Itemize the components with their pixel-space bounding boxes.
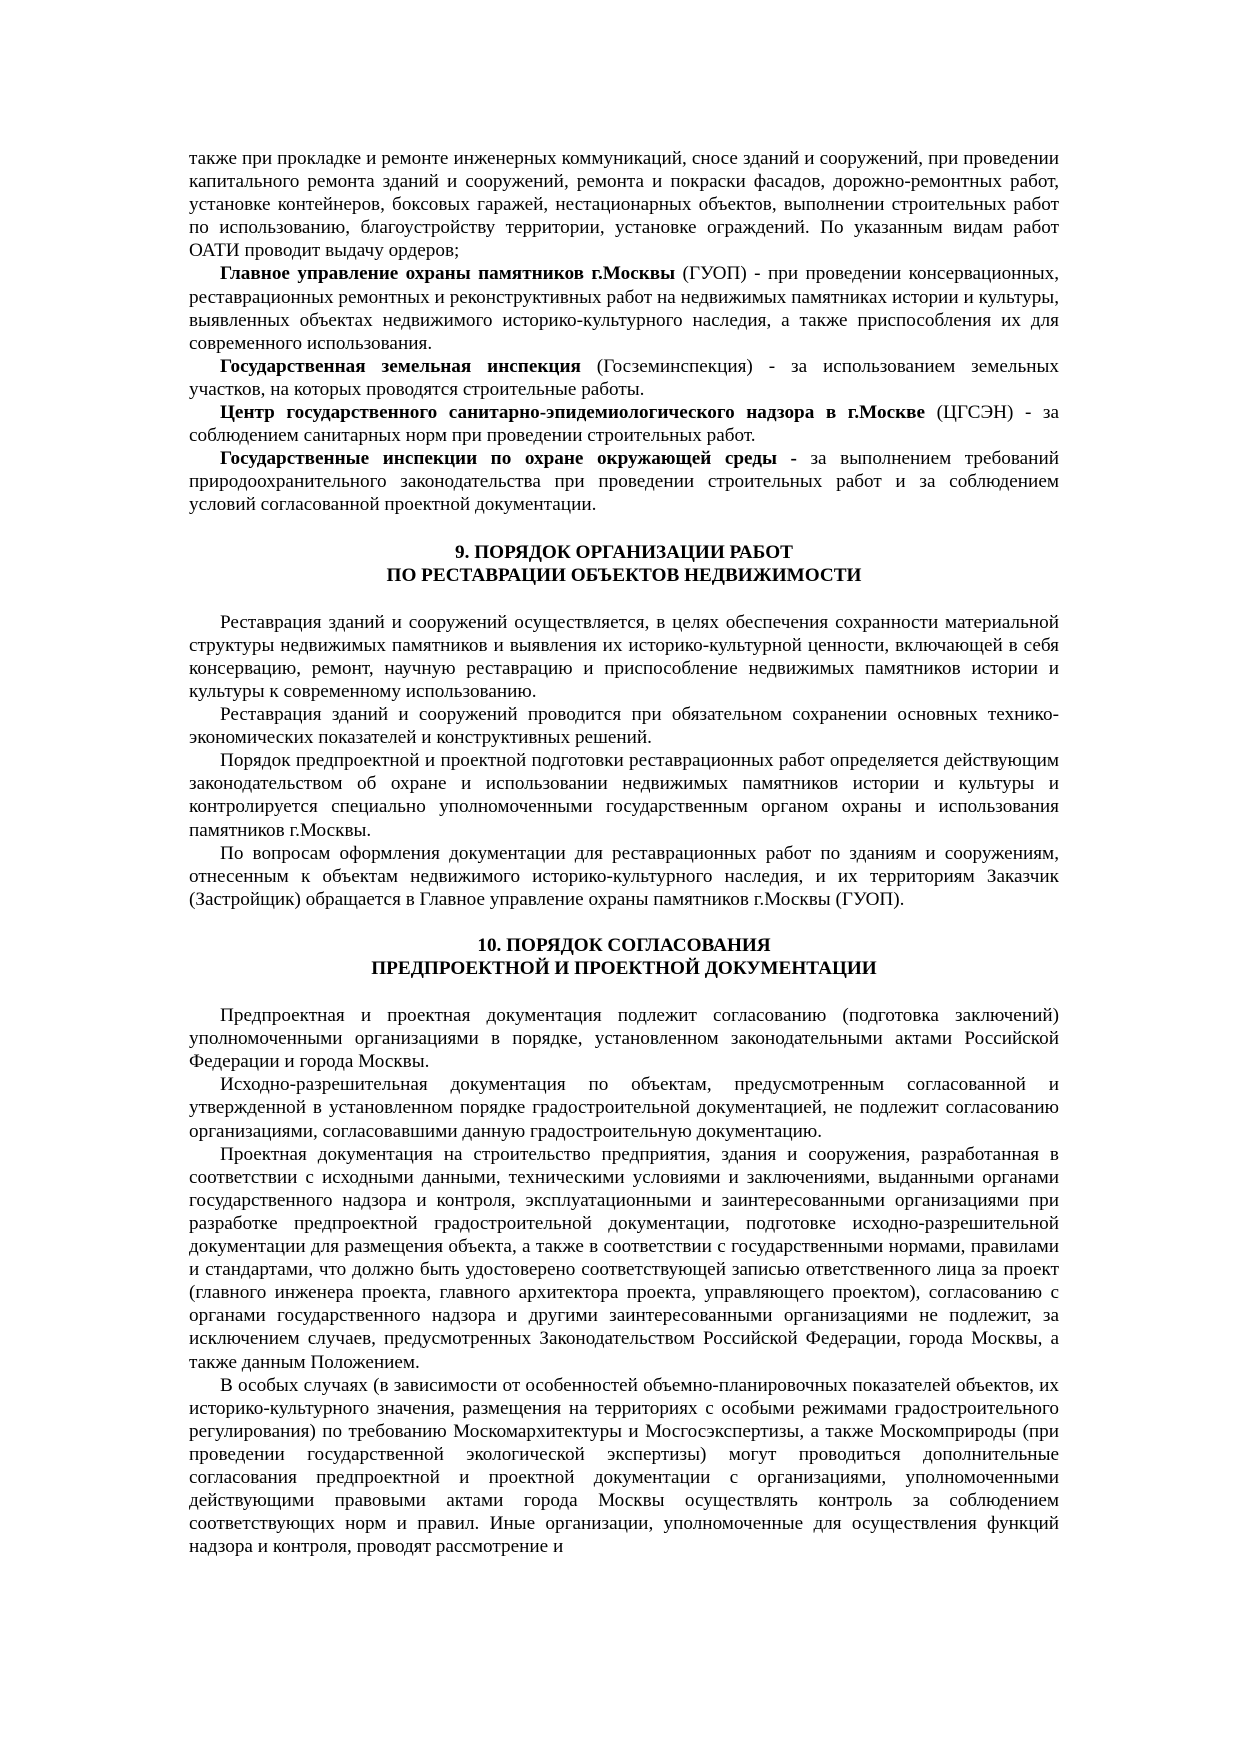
section-10-heading-line-1: 10. ПОРЯДОК СОГЛАСОВАНИЯ xyxy=(477,934,771,956)
paragraph-text: за выполнением требований природоохранительного законодательства при проведении строительных работ и за соблюдением условий согласованной проектной документации. xyxy=(189,448,1059,516)
paragraph-oati-continuation: также при прокладке и ремонте инженерных коммуникаций, сносе зданий и сооружений, при проведении капитального ремонта зданий и сооружений, ремонта и покраски фасадов, дорожно-ремонтных работ, установке контейнеров, боксовых гаражей, нестационарных объектов, выполнении строительных работ по использованию, благоустройству территории, установке ограждений. По указанным видам работ ОАТИ проводит выдачу ордеров; xyxy=(189,148,1059,262)
org-name-environment-inspections: Государственные инспекции по охране окружающей среды - xyxy=(220,448,797,470)
paragraph-text: (Госземинспекция) - за использованием земельных участков, на которых проводятся строительные работы. xyxy=(189,355,1059,400)
org-name-goszeminspektsiya: Государственная земельная инспекция xyxy=(220,355,581,377)
paragraph-tsgsen xyxy=(189,401,1059,447)
org-name-guop: Главное управление охраны памятников г.Москвы xyxy=(220,263,676,285)
section-10-paragraph: Исходно-разрешительная документация по объектам, предусмотренным согласованной и утвержденной в установленном порядке градостроительной документацией, не подлежит согласованию организациями, согласовавшими данную градостроительную документацию. xyxy=(189,1074,1059,1142)
section-9-heading-line-1: 9. ПОРЯДОК ОРГАНИЗАЦИИ РАБОТ xyxy=(455,541,793,563)
document-page xyxy=(189,147,1059,1558)
section-9-paragraph: Порядок предпроектной и проектной подготовки реставрационных работ определяется действующим законодательством об охране и использовании недвижимых памятников истории и культуры и контролируется специально уполномоченными государственным органом охраны и использования памятников г.Москвы. xyxy=(189,750,1059,841)
paragraph-guop xyxy=(189,262,1059,354)
section-10-heading-line-2: ПРЕДПРОЕКТНОЙ И ПРОЕКТНОЙ ДОКУМЕНТАЦИИ xyxy=(371,958,877,979)
paragraph-goszeminspektsiya xyxy=(189,355,1059,401)
section-9-paragraph: Реставрация зданий и сооружений осуществляется, в целях обеспечения сохранности материальной структуры недвижимых памятников и выявления их историко-культурной ценности, включающей в себя консервацию, ремонт, научную реставрацию и приспособление недвижимых памятников истории и культуры к современному использованию. xyxy=(189,611,1059,702)
section-10-paragraph: Проектная документация на строительство предприятия, здания и сооружения, разработанная в соответствии с исходными данными, техническими условиями и заключениями, выданными органами государственного надзора и контроля, эксплуатационными и заинтересованными организациями при разработке предпроектной градостроительной документации, подготовке исходно-разрешительной документации для размещения объекта, а также в соответствии с государственными нормами, правилами и стандартами, что должно быть удостоверено соответствующей записью ответственного лица за проект (главного инженера проекта, главного архитектора проекта, управляющего проектом), согласованию с органами государственного надзора и другими заинтересованными организациями не подлежит, за исключением случаев, предусмотренных Законодательством Российской Федерации, города Москвы, а также данным Положением. xyxy=(189,1143,1059,1373)
section-9-heading-line-2: ПО РЕСТАВРАЦИИ ОБЪЕКТОВ НЕДВИЖИМОСТИ xyxy=(386,564,862,586)
paragraph-environment-inspections xyxy=(189,447,1059,516)
section-10-heading xyxy=(189,934,1059,980)
section-9-paragraph: Реставрация зданий и сооружений проводится при обязательном сохранении основных технико-экономических показателей и конструктивных решений. xyxy=(189,704,1059,749)
section-10-paragraph: В особых случаях (в зависимости от особенностей объемно-планировочных показателей объектов, их историко-культурного значения, размещения на территориях с особыми режимами градостроительного регулирования) по требованию Москомархитектуры и Мосгосэкспертизы, а также Москомприроды (при проведении государственной экологической экспертизы) могут проводиться дополнительные согласования предпроектной и проектной документации с организациями, уполномоченными действующими правовыми актами города Москвы осуществлять контроль за соблюдением соответствующих норм и правил. Иные организации, уполномоченные для осуществления функций надзора и контроля, проводят рассмотрение и xyxy=(189,1374,1059,1558)
section-9-paragraph: По вопросам оформления документации для реставрационных работ по зданиям и сооружениям, отнесенным к объектам недвижимого историко-культурного наследия, и их территориям Заказчик (Застройщик) обращается в Главное управление охраны памятников г.Москвы (ГУОП). xyxy=(189,842,1059,910)
paragraph-text: (ГУОП) - при проведении консервационных, реставрационных ремонтных и реконструктивных работ на недвижимых памятниках истории и культуры, выявленных объектах недвижимого историко-культурного наследия, а также приспособления их для современного использования. xyxy=(189,263,1060,354)
section-10-paragraph: Предпроектная и проектная документация подлежит согласованию (подготовка заключений) уполномоченными организациями в порядке, установленном законодательными актами Российской Федерации и города Москвы. xyxy=(189,1005,1059,1073)
org-name-tsgsen: Центр государственного санитарно-эпидемиологического надзора в г.Москве xyxy=(220,402,926,424)
section-9-heading xyxy=(189,541,1059,587)
paragraph-text: (ЦГСЭН) - за соблюдением санитарных норм при проведении строительных работ. xyxy=(189,402,1059,447)
